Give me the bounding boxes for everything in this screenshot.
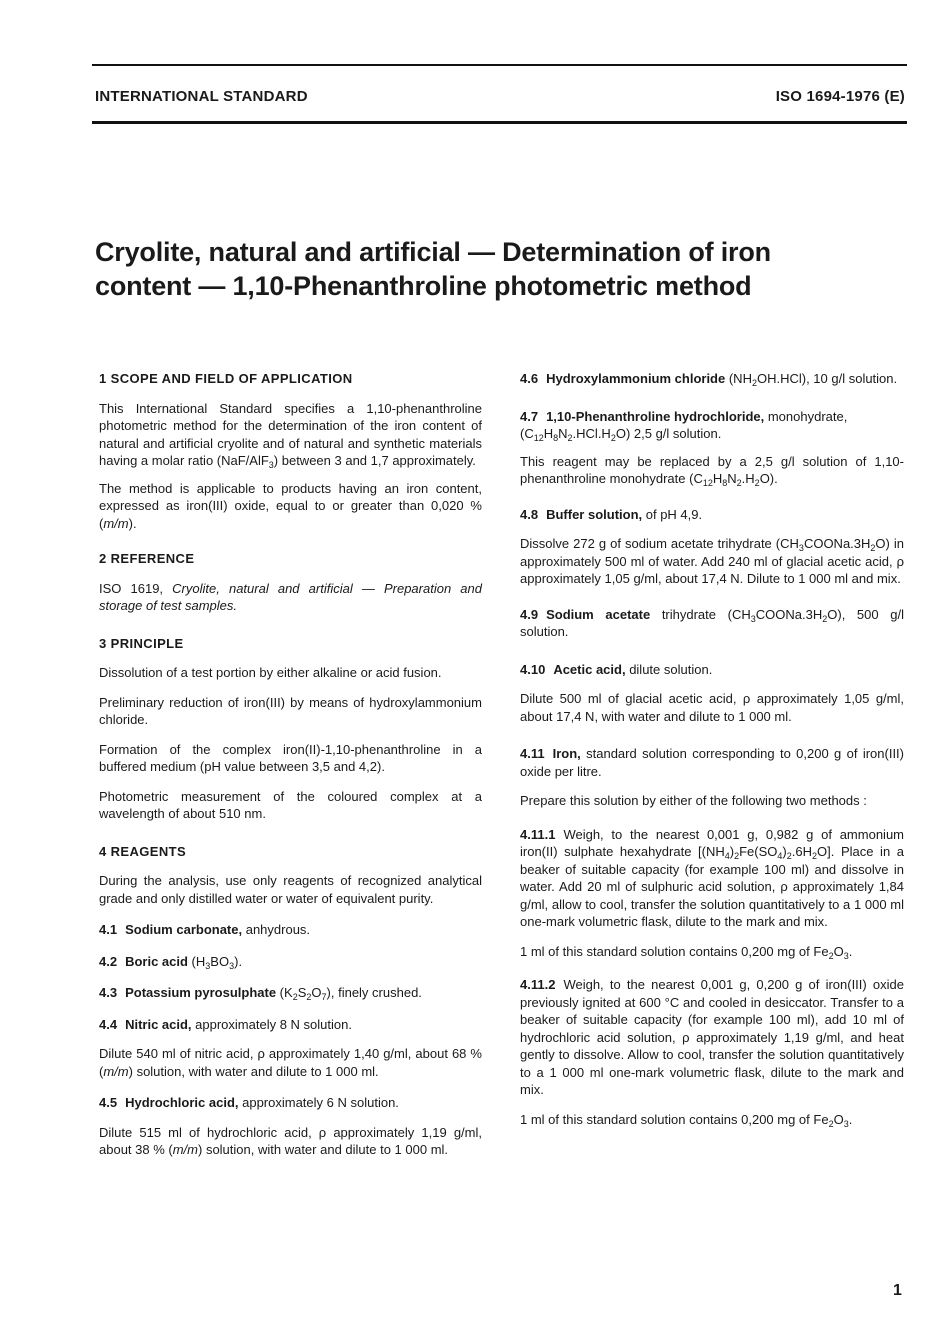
- reagent-4-9: 4.9 Sodium acetate trihydrate $(CH_3COONa.3H_2O)$, 500 g/l solution.: [520, 606, 904, 639]
- left-column: [99, 370, 482, 1159]
- header-top-rule: [92, 64, 907, 66]
- section-3-heading: 3 PRINCIPLE: [99, 635, 184, 651]
- right-column: [520, 370, 904, 1128]
- reagent-4-8: 4.8 Buffer solution, of pH 4,9.: [520, 506, 703, 522]
- reagent-4-10: 4.10 Acetic acid, dilute solution.: [520, 661, 713, 677]
- section-3-paragraph-1: Dissolution of a test portion by either alkaline or acid fusion.: [99, 665, 442, 680]
- section-4-paragraph-1: During the analysis, use only reagents of recognized analytical grade and only distilled water or water of equivalent purity.: [99, 873, 482, 906]
- reagent-4-11-description: Prepare this solution by either of the following two methods :: [520, 793, 867, 808]
- reagent-4-11-2: 4.11.2 Weigh, to the nearest 0,001 g, 0,200 g of iron(III) oxide previously ignited at 600 °C and cooled in desiccator. Transfer to a beaker of suitable capacity (for example 100 ml), add 10 ml of hydrochloric acid solution, ρ approximately 1,19 g/ml, and heat gently to dissolve. Allow to cool, transfer the solution quantitatively to a 1 000 ml one-mark volumetric flask, dilute to the mark and mix.: [520, 977, 904, 1097]
- reagent-4-3: 4.3 Potassium pyrosulphate $(K_2S_2O_7)$, finely crushed.: [99, 985, 422, 1002]
- page-number: 1: [893, 1282, 902, 1299]
- title-line-1: Cryolite, natural and artificial — Determination of iron: [95, 237, 771, 267]
- section-4-heading: 4 REAGENTS: [99, 843, 187, 859]
- header-document-number: ISO 1694-1976 (E): [775, 88, 905, 105]
- reagent-4-6: 4.6 Hydroxylammonium chloride $(NH_2OH.HCl)$, 10 g/l solution.: [520, 371, 898, 388]
- section-3-paragraph-2: Preliminary reduction of iron(III) by means of hydroxylammonium chloride.: [99, 694, 482, 727]
- reagent-4-11-1-note: 1 ml of this standard solution contains 0,200 mg of $Fe_2O_3$.: [520, 943, 853, 961]
- section-2-paragraph-1: ISO 1619, Cryolite, natural and artificial — Preparation and storage of test samples.: [99, 580, 482, 613]
- section-2-heading: 2 REFERENCE: [99, 551, 195, 566]
- reagent-4-5: 4.5 Hydrochloric acid, approximately 6 N solution.: [99, 1095, 399, 1110]
- section-1-paragraph-2: The method is applicable to products having an iron content, expressed as iron(III) oxide, equal to or greater than 0,020 % (m/m).: [99, 480, 482, 531]
- reagent-4-2: 4.2 Boric acid $(H_3BO_3)$.: [99, 953, 243, 971]
- header-standard-label: INTERNATIONAL STANDARD: [95, 88, 308, 105]
- section-1-paragraph-1: This International Standard specifies a 1,10-phenanthroline photometric method for the determination of the iron content of natural and artificial cryolite and of natural and synthetic materials having a molar ratio (NaF/AlF$_3$) between 3 and 1,7 approximately.: [99, 400, 482, 470]
- reagent-4-1: 4.1 Sodium carbonate, anhydrous.: [99, 922, 311, 937]
- reagent-4-11-2-note: 1 ml of this standard solution contains 0,200 mg of $Fe_2O_3$.: [520, 1111, 853, 1129]
- document-title: [95, 235, 895, 303]
- section-3-paragraph-3: Formation of the complex iron(II)-1,10-phenanthroline in a buffered medium (pH value between 3,5 and 4,2).: [99, 741, 482, 774]
- reagent-4-11: 4.11 Iron, standard solution corresponding to 0,200 g of iron(III) oxide per litre.: [520, 746, 904, 779]
- reagent-4-4-description: Dilute 540 ml of nitric acid, ρ approximately 1,40 g/ml, about 68 % (m/m) solution, with water and dilute to 1 000 ml.: [99, 1046, 482, 1079]
- section-3-paragraph-4: Photometric measurement of the coloured complex at a wavelength of about 510 nm.: [99, 788, 482, 821]
- section-1-heading: 1 SCOPE AND FIELD OF APPLICATION: [99, 371, 353, 386]
- header-bottom-rule: [92, 121, 907, 124]
- reagent-4-5-description: Dilute 515 ml of hydrochloric acid, ρ approximately 1,19 g/ml, about 38 % (m/m) solution, with water and dilute to 1 000 ml.: [99, 1124, 482, 1157]
- reagent-4-10-description: Dilute 500 ml of glacial acetic acid, ρ approximately 1,05 g/ml, about 17,4 N, with water and dilute to 1 000 ml.: [520, 691, 904, 724]
- reagent-4-11-1: 4.11.1 Weigh, to the nearest 0,001 g, 0,982 g of ammonium iron(II) sulphate hexahydrate $[(NH_4)_2Fe(SO_4)_2.6H_2O]$. Place in a beaker of suitable capacity (for example 100 ml) and dissolve in water. Add 20 ml of sulphuric acid solution, ρ approximately 1,84 g/ml, allow to cool, transfer the solution quantitatively to a 1 000 ml one-mark volumetric flask, dilute to the mark and mix.: [520, 826, 904, 929]
- title-line-2: content — 1,10-Phenanthroline photometric method: [95, 271, 752, 301]
- reagent-4-4: 4.4 Nitric acid, approximately 8 N solution.: [99, 1016, 352, 1032]
- reagent-4-8-description: Dissolve 272 g of sodium acetate trihydrate $(CH_3COONa.3H_2O)$ in approximately 500 ml of water. Add 240 ml of glacial acetic acid, ρ approximately 1,05 g/ml, about 17,4 N. Dilute to 1 000 ml and mix.: [520, 536, 905, 586]
- reagent-4-7-description: This reagent may be replaced by a 2,5 g/l solution of 1,10-phenanthroline monohydrate $(C_{12}H_8N_2.H_2O)$.: [520, 453, 904, 488]
- reagent-4-7: 4.7 1,10-Phenanthroline hydrochloride, monohydrate, $(C_{12}H_8N_2.HCl.H_2O)$ 2,5 g/l solution.: [520, 408, 848, 443]
